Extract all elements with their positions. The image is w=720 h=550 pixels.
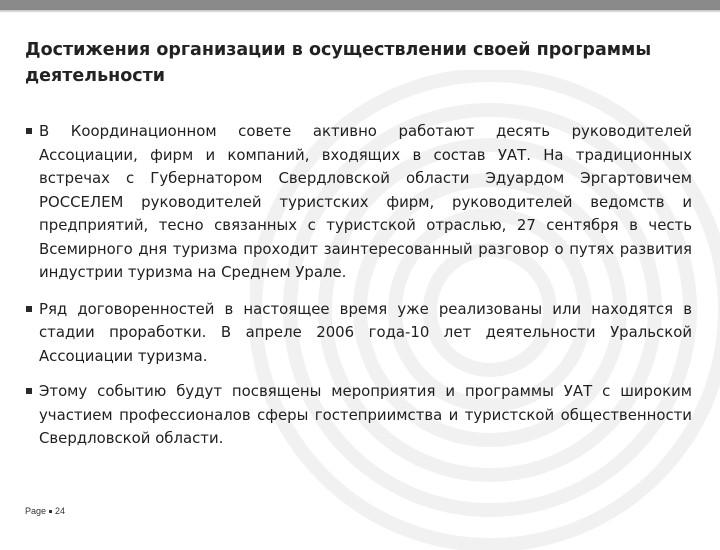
- bullet-text: В Координационном совете активно работают десять руководителей Ассоциации, фирм и компаний, входящих в состав УАТ. На традиционных встречах с Губернатором Свердловской области Эдуардом Эргартовичем РОССЕЛЕМ руководителей туристских фирм, руководителей ведомств и предприятий, тесно связанных с туристской отраслью, 27 сентября в честь Всемирного дня туризма проходит заинтересованный разговор о путях развития индустрии туризма на Среднем Урале.: [39, 122, 692, 281]
- page-footer: [25, 506, 65, 516]
- bullet-text: Ряд договоренностей в настоящее время уже реализованы или находятся в стадии проработки. В апреле 2006 года-10 лет деятельности Уральской Ассоциации туризма.: [39, 299, 692, 365]
- page-number: 24: [55, 506, 66, 516]
- separator-dot-icon: [49, 510, 52, 513]
- slide-title: Достижения организации в осуществлении своей программы деятельности: [25, 40, 652, 86]
- square-bullet-icon: [26, 306, 32, 312]
- bullet-item: [26, 120, 692, 285]
- page-label: Page: [25, 506, 47, 516]
- square-bullet-icon: [26, 388, 32, 394]
- bullet-item: [26, 298, 692, 369]
- bullet-text: Этому событию будут посвящены мероприятия и программы УАТ с широким участием профессионалов сферы гостеприимства и туристской общественности Свердловской области.: [39, 382, 692, 447]
- bullet-list: [26, 120, 692, 451]
- square-bullet-icon: [26, 128, 32, 134]
- top-header-bar: [0, 0, 720, 10]
- bullet-item: [26, 380, 692, 451]
